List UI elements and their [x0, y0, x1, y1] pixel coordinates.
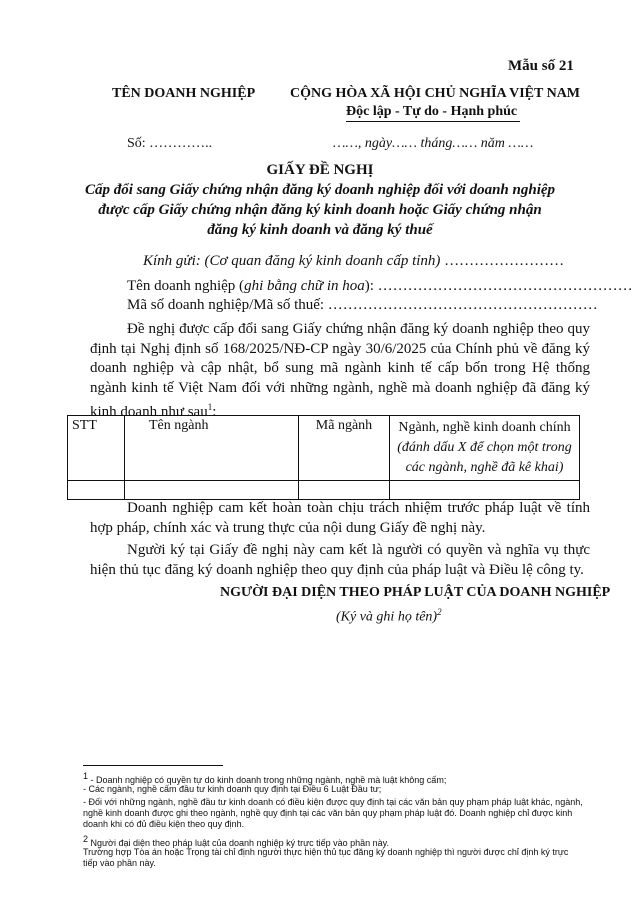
- col-main-note: (đánh dấu X để chọn một trong các ngành, nghề đã kê khai): [397, 440, 572, 475]
- addressee-line: [143, 253, 564, 270]
- document-date: ……, ngày…… tháng…… năm ……: [333, 136, 534, 151]
- col-code-header: Mã ngành: [299, 416, 390, 481]
- table-row: [68, 481, 580, 500]
- request-paragraph: [90, 320, 590, 423]
- footnote-ref-2: 2: [437, 607, 442, 617]
- company-name-field: [127, 278, 633, 295]
- company-name-dots: ): ……………………………………………: [364, 278, 633, 294]
- signature-title: NGƯỜI ĐẠI DIỆN THEO PHÁP LUẬT CỦA DOANH NGHIỆP: [220, 585, 611, 600]
- table-header-row: [68, 416, 580, 481]
- document-subtitle-line-1: Cấp đổi sang Giấy chứng nhận đăng ký doanh nghiệp đối với doanh nghiệp: [84, 182, 556, 198]
- col-stt-header: STT: [68, 416, 125, 481]
- footnote-1a-text: - Doanh nghiệp có quyền tự do kinh doanh trong những ngành, nghề mà luật không cấm;: [88, 775, 447, 785]
- company-code-field: Mã số doanh nghiệp/Mã số thuế: ………………………………………………: [127, 297, 598, 313]
- document-number: Số: …………..: [127, 136, 213, 151]
- motto-underline: [346, 121, 520, 122]
- form-number: Mẫu số 21: [508, 58, 574, 74]
- footnote-2-marker: 2: [83, 834, 89, 844]
- company-name-hint: ghi bằng chữ in hoa: [244, 278, 365, 294]
- footnote-1-marker: 1: [83, 771, 89, 781]
- footnote-2b: Trường hợp Tòa án hoặc Trọng tài chỉ định người thực hiện thủ tục đăng ký doanh nghiệp thì người được chỉ định ký trực tiếp vào phần này.: [83, 847, 569, 868]
- signature-note-text: (Ký và ghi họ tên): [336, 609, 438, 625]
- footnote-ref-1: 1: [207, 402, 213, 412]
- table-cell[interactable]: [390, 481, 580, 500]
- document-title: GIẤY ĐỀ NGHỊ: [266, 162, 374, 178]
- addressee-dots: ……………………: [440, 253, 565, 269]
- addressee-label: Kính gửi:: [143, 253, 201, 269]
- col-main-title: Ngành, nghề kinh doanh chính: [398, 420, 571, 435]
- business-lines-table: [67, 415, 580, 500]
- company-name-field-label: Tên doanh nghiệp (: [127, 278, 245, 294]
- document-subtitle-line-3: đăng ký kinh doanh và đăng ký thuế: [207, 222, 433, 238]
- country-name: CỘNG HÒA XÃ HỘI CHỦ NGHĨA VIỆT NAM: [290, 86, 581, 101]
- request-end: :: [212, 404, 217, 420]
- table-cell[interactable]: [125, 481, 299, 500]
- col-name-header: Tên ngành: [125, 416, 299, 481]
- request-text: Đề nghị được cấp đổi sang Giấy chứng nhận đăng ký doanh nghiệp theo quy định tại Nghị định số 168/2025/NĐ-CP ngày 30/6/2025 của Chính phủ về đăng ký doanh nghiệp và cập nhật, bổ sung mã ngành kinh tế cấp bốn trong Hệ thống ngành kinh tế Việt Nam đối với những ngành, nghề mà doanh nghiệp đã đăng ký kinh doanh như sau: [90, 321, 590, 420]
- signer-commitment-paragraph: Người ký tại Giấy đề nghị này cam kết là người có quyền và nghĩa vụ thực hiện thủ tục đăng ký doanh nghiệp theo quy định của pháp luật và Điều lệ công ty.: [90, 542, 590, 578]
- addressee-value: (Cơ quan đăng ký kinh doanh cấp tỉnh): [204, 253, 441, 269]
- footnote-1c: - Đối với những ngành, nghề đầu tư kinh doanh có điều kiện được quy định tại các văn bản quy phạm pháp luật khác, ngành, nghề kinh doanh được ghi theo ngành, nghề quy định tại các văn bản quy phạm pháp luật đó. Doanh nghiệp chỉ được kinh doanh khi có đủ điều kiện theo quy định.: [83, 797, 583, 829]
- company-name-label: TÊN DOANH NGHIỆP: [112, 86, 256, 101]
- table-cell[interactable]: [68, 481, 125, 500]
- signature-note: [336, 607, 442, 626]
- footnote-2a-text: Người đại diện theo pháp luật của doanh nghiệp ký trực tiếp vào phần này.: [88, 838, 390, 848]
- document-subtitle-line-2: được cấp Giấy chứng nhận đăng ký kinh doanh hoặc Giấy chứng nhận: [98, 202, 542, 218]
- footnote-divider: [83, 765, 223, 766]
- commitment-paragraph: Doanh nghiệp cam kết hoàn toàn chịu trách nhiệm trước pháp luật về tính hợp pháp, chính xác và trung thực của nội dung Giấy đề nghị này.: [90, 500, 590, 536]
- col-main-header: [390, 416, 580, 481]
- footnote-1b: - Các ngành, nghề cấm đầu tư kinh doanh quy định tại Điều 6 Luật Đầu tư;: [83, 784, 382, 794]
- national-motto: Độc lập - Tự do - Hạnh phúc: [346, 104, 518, 119]
- table-cell[interactable]: [299, 481, 390, 500]
